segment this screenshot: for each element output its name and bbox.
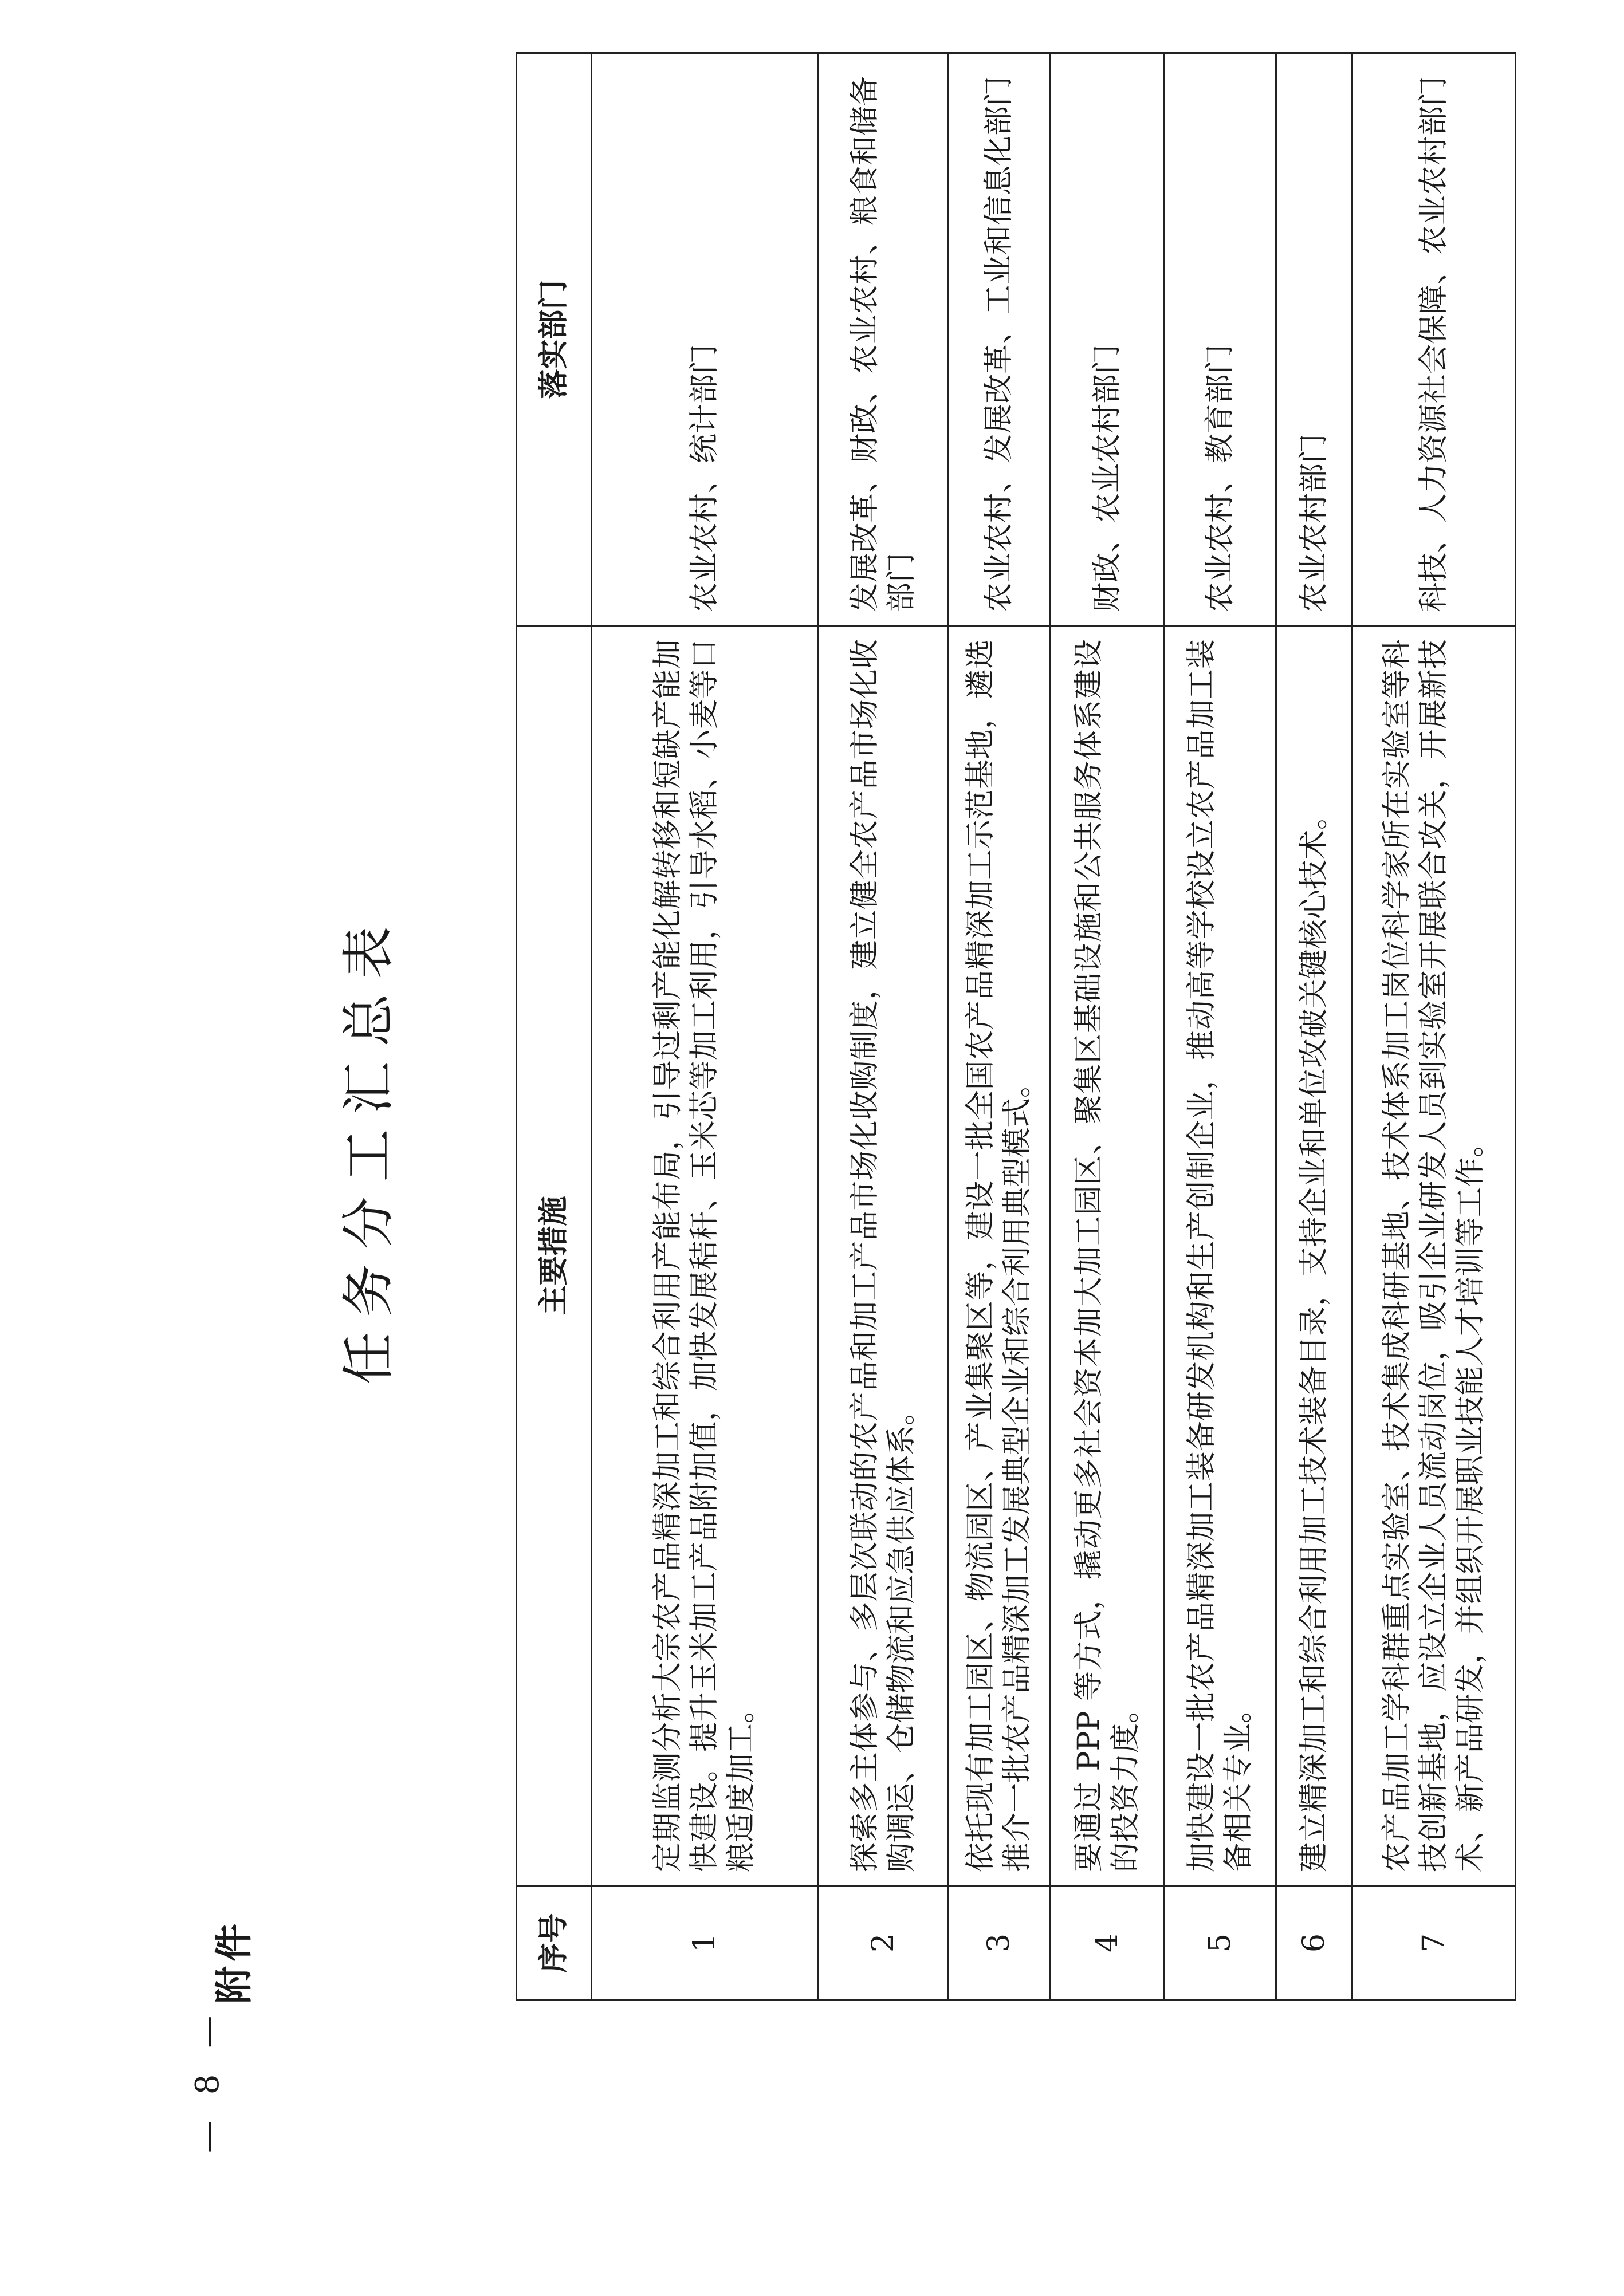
row-number: 3 — [949, 1886, 1050, 2000]
row-department: 农业农村、教育部门 — [1165, 53, 1276, 626]
row-department: 财政、农业农村部门 — [1050, 53, 1165, 626]
row-measure: 加快建设一批农产品精深加工装备研发机构和生产创制企业，推动高等学校设立农产品加工装备相关专业。 — [1165, 626, 1276, 1886]
table-row — [1276, 53, 1352, 2000]
row-measure: 依托现有加工园区、物流园区、产业集聚区等，建设一批全国农产品精深加工示范基地，遴选推介一批农产品精深加工发展典型企业和综合利用典型模式。 — [949, 626, 1050, 1886]
table-row — [1050, 53, 1165, 2000]
table-row — [592, 53, 818, 2000]
header-measure: 主要措施 — [517, 626, 592, 1886]
row-measure: 定期监测分析大宗农产品精深加工和综合利用产能布局，引导过剩产能化解转移和短缺产能加快建设。提升玉米加工产品附加值，加快发展秸秆、玉米芯等加工利用，引导水稻、小麦等口粮适度加工。 — [592, 626, 818, 1886]
row-measure: 建立精深加工和综合利用加工技术装备目录，支持企业和单位攻破关键核心技术。 — [1276, 626, 1352, 1886]
table-row — [1165, 53, 1276, 2000]
row-department: 科技、人力资源社会保障、农业农村部门 — [1352, 53, 1516, 626]
row-number: 7 — [1352, 1886, 1516, 2000]
row-measure: 探索多主体参与、多层次联动的农产品和加工产品市场化收购制度，建立健全农产品市场化收购调运、仓储物流和应急供应体系。 — [818, 626, 949, 1886]
page-title: 任务分工汇总表 — [338, 911, 399, 1385]
table-row — [1352, 53, 1516, 2000]
row-department: 发展改革、财政、农业农村、粮食和储备部门 — [818, 53, 949, 626]
row-measure: 要通过 PPP 等方式，撬动更多社会资本加大加工园区、聚集区基础设施和公共服务体系建设的投资力度。 — [1050, 626, 1165, 1886]
table-header-row — [517, 53, 592, 2000]
row-number: 6 — [1276, 1886, 1352, 2000]
row-number: 5 — [1165, 1886, 1276, 2000]
row-department: 农业农村、发展改革、工业和信息化部门 — [949, 53, 1050, 626]
header-no: 序号 — [517, 1886, 592, 2000]
row-number: 4 — [1050, 1886, 1165, 2000]
row-number: 1 — [592, 1886, 818, 2000]
page-number: — 8 — — [189, 2007, 226, 2153]
row-department: 农业农村、统计部门 — [592, 53, 818, 626]
task-table — [516, 52, 1516, 2001]
row-measure: 农产品加工学科群重点实验室、技术集成科研基地、技术体系加工岗位科学家所在实验室等科技创新基地，应设立企业人员流动岗位，吸引企业研发人员到实验室开展联合攻关，开展新技术、新产品研发，并组织开展职业技能人才培训等工作。 — [1352, 626, 1516, 1886]
row-number: 2 — [818, 1886, 949, 2000]
table-row — [949, 53, 1050, 2000]
annex-label: 附件 — [212, 1919, 256, 2004]
header-dept: 落实部门 — [517, 53, 592, 626]
row-department: 农业农村部门 — [1276, 53, 1352, 626]
table-row — [818, 53, 949, 2000]
